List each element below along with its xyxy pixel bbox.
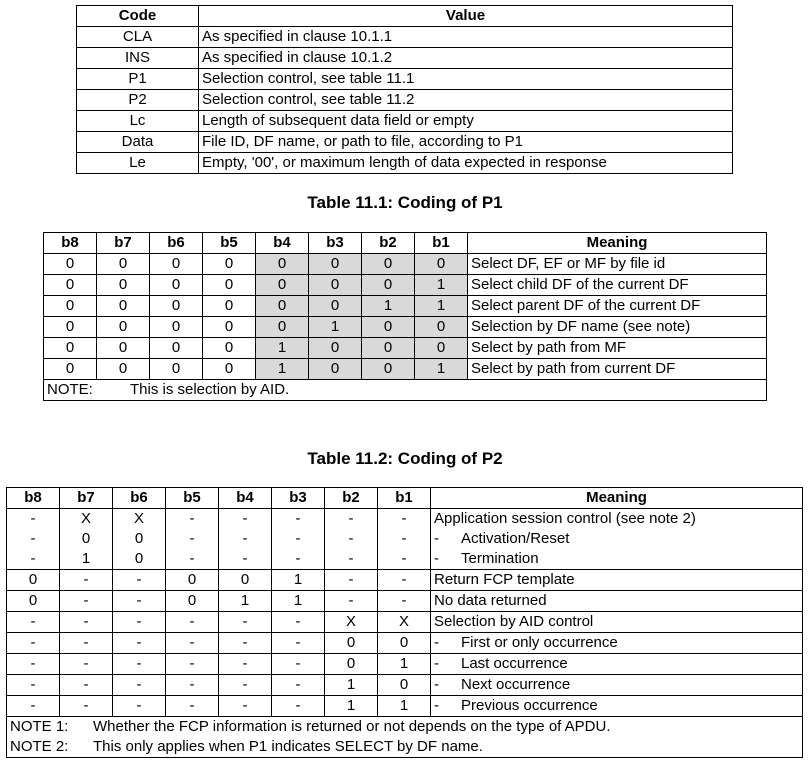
bit-cell: - bbox=[325, 570, 378, 591]
meaning-cell bbox=[431, 654, 803, 675]
bit-cell: 1 bbox=[272, 591, 325, 612]
note-text: This is selection by AID. bbox=[130, 381, 290, 398]
bit-cell: 0 bbox=[150, 338, 203, 359]
note-text: This only applies when P1 indicates SELECT by DF name. bbox=[93, 738, 483, 755]
bit-value: - bbox=[401, 510, 407, 527]
bit-cell: 0 bbox=[44, 254, 97, 275]
bit-value: - bbox=[295, 550, 301, 567]
table-11-2-title: Table 11.2: Coding of P2 bbox=[307, 449, 503, 468]
meaning-cell: Selection by DF name (see note) bbox=[468, 317, 767, 338]
table-row bbox=[77, 132, 733, 153]
bit-cell bbox=[219, 509, 272, 570]
bit-cell: - bbox=[166, 612, 219, 633]
bit-cell: - bbox=[272, 633, 325, 654]
bit-cell: - bbox=[166, 654, 219, 675]
table-row bbox=[7, 612, 803, 633]
bit-cell: 1 bbox=[325, 675, 378, 696]
dash-marker: - bbox=[434, 697, 439, 714]
code-cell: Lc bbox=[77, 111, 199, 132]
column-header-meaning: Meaning bbox=[431, 488, 803, 509]
bit-cell: 0 bbox=[203, 296, 256, 317]
bit-cell: 0 bbox=[97, 317, 150, 338]
code-cell: CLA bbox=[77, 27, 199, 48]
column-header-b1: b1 bbox=[415, 233, 468, 254]
bit-cell: - bbox=[7, 654, 60, 675]
column-header-b1: b1 bbox=[378, 488, 431, 509]
bit-cell: - bbox=[166, 675, 219, 696]
bit-value: 0 bbox=[134, 530, 144, 547]
bit-cell: 0 bbox=[44, 338, 97, 359]
bit-cell: 1 bbox=[362, 296, 415, 317]
bit-value: - bbox=[189, 530, 195, 547]
table-row bbox=[7, 591, 803, 612]
code-cell: P2 bbox=[77, 90, 199, 111]
p1-coding-table bbox=[43, 232, 767, 401]
bit-cell: 0 bbox=[150, 275, 203, 296]
table-row bbox=[7, 675, 803, 696]
bit-cell: 1 bbox=[415, 296, 468, 317]
note-row bbox=[7, 717, 803, 738]
column-header-b8: b8 bbox=[7, 488, 60, 509]
table-header-row bbox=[7, 488, 803, 509]
meaning-text: Termination bbox=[461, 550, 539, 567]
bit-value: - bbox=[348, 550, 354, 567]
bit-value: - bbox=[295, 510, 301, 527]
command-parameters-table bbox=[76, 5, 733, 174]
column-header-b4: b4 bbox=[219, 488, 272, 509]
bit-cell: 0 bbox=[362, 254, 415, 275]
note-text: Whether the FCP information is returned or not depends on the type of APDU. bbox=[93, 718, 611, 735]
table-row bbox=[77, 69, 733, 90]
bit-cell: 1 bbox=[325, 696, 378, 717]
bit-cell: 0 bbox=[44, 296, 97, 317]
bit-cell: 0 bbox=[378, 633, 431, 654]
bit-cell: 0 bbox=[44, 359, 97, 380]
bit-cell: 0 bbox=[150, 296, 203, 317]
meaning-text: First or only occurrence bbox=[461, 634, 618, 651]
bit-cell: 0 bbox=[415, 317, 468, 338]
bit-value: - bbox=[348, 510, 354, 527]
bit-cell: 0 bbox=[415, 254, 468, 275]
bit-cell: 1 bbox=[272, 570, 325, 591]
note-cell bbox=[44, 380, 767, 401]
table-row bbox=[7, 654, 803, 675]
bit-cell: 0 bbox=[325, 654, 378, 675]
column-header-b7: b7 bbox=[97, 233, 150, 254]
bit-value: - bbox=[242, 510, 248, 527]
table-row bbox=[44, 317, 767, 338]
bit-cell: - bbox=[7, 696, 60, 717]
bit-cell: - bbox=[7, 612, 60, 633]
meaning-cell bbox=[431, 591, 803, 612]
bit-cell: - bbox=[113, 654, 166, 675]
dash-marker: - bbox=[434, 634, 439, 651]
table-header-row bbox=[44, 233, 767, 254]
bit-cell: 0 bbox=[150, 254, 203, 275]
bit-cell: - bbox=[60, 591, 113, 612]
column-header-value: Value bbox=[199, 6, 733, 27]
bit-cell: X bbox=[325, 612, 378, 633]
dash-marker: - bbox=[434, 655, 439, 672]
column-header-b2: b2 bbox=[362, 233, 415, 254]
bit-cell: 0 bbox=[203, 254, 256, 275]
bit-cell: 0 bbox=[378, 675, 431, 696]
bit-cell: 0 bbox=[97, 338, 150, 359]
bit-cell bbox=[378, 509, 431, 570]
table-row bbox=[44, 296, 767, 317]
meaning-subitem bbox=[434, 529, 802, 549]
bit-cell: - bbox=[113, 570, 166, 591]
table-row bbox=[7, 696, 803, 717]
bit-cell: 0 bbox=[166, 591, 219, 612]
bit-cell: - bbox=[219, 675, 272, 696]
meaning-cell bbox=[431, 612, 803, 633]
value-cell: Empty, '00', or maximum length of data expected in response bbox=[199, 153, 733, 174]
bit-cell: 0 bbox=[309, 338, 362, 359]
bit-cell: 1 bbox=[415, 359, 468, 380]
meaning-cell bbox=[431, 570, 803, 591]
meaning-text: Activation/Reset bbox=[461, 530, 570, 547]
column-header-b6: b6 bbox=[150, 233, 203, 254]
meaning-text: Next occurrence bbox=[461, 676, 571, 693]
bit-cell: 1 bbox=[256, 359, 309, 380]
value-cell: As specified in clause 10.1.1 bbox=[199, 27, 733, 48]
bit-value: - bbox=[348, 530, 354, 547]
bit-cell: 0 bbox=[362, 275, 415, 296]
bit-cell: - bbox=[113, 612, 166, 633]
meaning-cell: Select parent DF of the current DF bbox=[468, 296, 767, 317]
bit-value: - bbox=[30, 510, 36, 527]
note-row bbox=[44, 380, 767, 401]
bit-cell: 0 bbox=[203, 317, 256, 338]
bit-cell: 0 bbox=[203, 275, 256, 296]
value-cell: Selection control, see table 11.1 bbox=[199, 69, 733, 90]
bit-cell: 0 bbox=[97, 296, 150, 317]
column-header-b4: b4 bbox=[256, 233, 309, 254]
bit-cell: - bbox=[60, 612, 113, 633]
meaning-cell bbox=[431, 675, 803, 696]
table-row bbox=[7, 509, 803, 570]
table-row bbox=[44, 254, 767, 275]
bit-value: X bbox=[133, 510, 144, 527]
bit-cell: 0 bbox=[256, 296, 309, 317]
column-header-code: Code bbox=[77, 6, 199, 27]
table-row bbox=[44, 359, 767, 380]
meaning-cell: Select DF, EF or MF by file id bbox=[468, 254, 767, 275]
bit-cell: 0 bbox=[166, 570, 219, 591]
bit-cell: 0 bbox=[97, 275, 150, 296]
bit-cell: 0 bbox=[203, 359, 256, 380]
meaning-cell bbox=[431, 696, 803, 717]
bit-cell: - bbox=[60, 570, 113, 591]
bit-cell: 0 bbox=[325, 633, 378, 654]
bit-cell: 0 bbox=[44, 317, 97, 338]
bit-cell: 0 bbox=[97, 359, 150, 380]
bit-cell: 1 bbox=[378, 654, 431, 675]
meaning-text: Previous occurrence bbox=[461, 697, 598, 714]
bit-value: - bbox=[242, 550, 248, 567]
dash-marker: - bbox=[434, 676, 439, 693]
meaning-text: No data returned bbox=[434, 592, 547, 609]
bit-cell: - bbox=[60, 675, 113, 696]
bit-value: 1 bbox=[81, 550, 91, 567]
bit-value: 0 bbox=[81, 530, 91, 547]
column-header-b3: b3 bbox=[272, 488, 325, 509]
bit-cell: - bbox=[113, 633, 166, 654]
column-header-b3: b3 bbox=[309, 233, 362, 254]
bit-cell: - bbox=[378, 591, 431, 612]
bit-cell: - bbox=[113, 591, 166, 612]
bit-cell: - bbox=[7, 675, 60, 696]
meaning-cell: Select child DF of the current DF bbox=[468, 275, 767, 296]
bit-value: - bbox=[30, 550, 36, 567]
code-cell: P1 bbox=[77, 69, 199, 90]
bit-cell: 0 bbox=[203, 338, 256, 359]
meaning-cell bbox=[431, 509, 803, 570]
bit-cell bbox=[113, 509, 166, 570]
column-header-b5: b5 bbox=[203, 233, 256, 254]
value-cell: Length of subsequent data field or empty bbox=[199, 111, 733, 132]
bit-cell: 0 bbox=[309, 275, 362, 296]
note-label: NOTE: bbox=[47, 381, 93, 398]
bit-value: - bbox=[242, 530, 248, 547]
table-row bbox=[77, 111, 733, 132]
column-header-b5: b5 bbox=[166, 488, 219, 509]
bit-cell: - bbox=[219, 654, 272, 675]
bit-cell: 0 bbox=[362, 338, 415, 359]
bit-cell: 1 bbox=[309, 317, 362, 338]
table-11-1-title: Table 11.1: Coding of P1 bbox=[307, 193, 503, 212]
table-row bbox=[77, 48, 733, 69]
table-header-row bbox=[77, 6, 733, 27]
bit-value: - bbox=[295, 530, 301, 547]
dash-marker: - bbox=[434, 550, 439, 567]
table-row bbox=[77, 90, 733, 111]
bit-cell: 0 bbox=[256, 254, 309, 275]
column-header-b8: b8 bbox=[44, 233, 97, 254]
bit-cell: 0 bbox=[150, 317, 203, 338]
meaning-cell: Select by path from MF bbox=[468, 338, 767, 359]
bit-cell: 1 bbox=[415, 275, 468, 296]
bit-cell: - bbox=[7, 633, 60, 654]
bit-cell: - bbox=[272, 696, 325, 717]
meaning-text: Last occurrence bbox=[461, 655, 568, 672]
bit-cell: 0 bbox=[309, 359, 362, 380]
table-row bbox=[44, 338, 767, 359]
meaning-subitem bbox=[434, 549, 802, 569]
bit-cell bbox=[60, 509, 113, 570]
bit-cell: 0 bbox=[44, 275, 97, 296]
bit-cell bbox=[272, 509, 325, 570]
note-cell bbox=[7, 717, 803, 738]
note-label: NOTE 2: bbox=[10, 738, 69, 755]
bit-value: - bbox=[189, 510, 195, 527]
meaning-cell: Select by path from current DF bbox=[468, 359, 767, 380]
bit-cell: - bbox=[166, 633, 219, 654]
bit-value: 0 bbox=[134, 550, 144, 567]
note-cell bbox=[7, 737, 803, 758]
table-row bbox=[44, 275, 767, 296]
bit-cell: - bbox=[378, 570, 431, 591]
column-header-b2: b2 bbox=[325, 488, 378, 509]
bit-cell: - bbox=[272, 654, 325, 675]
bit-cell: - bbox=[166, 696, 219, 717]
meaning-text: Return FCP template bbox=[434, 571, 575, 588]
bit-cell: - bbox=[272, 612, 325, 633]
bit-cell: 0 bbox=[97, 254, 150, 275]
bit-cell: 0 bbox=[362, 359, 415, 380]
bit-cell: 0 bbox=[219, 570, 272, 591]
bit-cell: - bbox=[113, 675, 166, 696]
table-row bbox=[77, 27, 733, 48]
bit-cell: 1 bbox=[378, 696, 431, 717]
bit-value: - bbox=[189, 550, 195, 567]
bit-cell: 0 bbox=[309, 296, 362, 317]
value-cell: File ID, DF name, or path to file, according to P1 bbox=[199, 132, 733, 153]
column-header-b7: b7 bbox=[60, 488, 113, 509]
column-header-b6: b6 bbox=[113, 488, 166, 509]
bit-cell: - bbox=[113, 696, 166, 717]
bit-cell: 0 bbox=[150, 359, 203, 380]
bit-cell: - bbox=[272, 675, 325, 696]
meaning-cell bbox=[431, 633, 803, 654]
bit-cell: 0 bbox=[7, 570, 60, 591]
bit-cell: X bbox=[378, 612, 431, 633]
bit-cell: - bbox=[60, 654, 113, 675]
column-header-meaning: Meaning bbox=[468, 233, 767, 254]
dash-marker: - bbox=[434, 530, 439, 547]
meaning-text: Application session control (see note 2) bbox=[434, 510, 696, 527]
value-cell: As specified in clause 10.1.2 bbox=[199, 48, 733, 69]
code-cell: Le bbox=[77, 153, 199, 174]
value-cell: Selection control, see table 11.2 bbox=[199, 90, 733, 111]
bit-value: - bbox=[401, 530, 407, 547]
bit-cell: 1 bbox=[219, 591, 272, 612]
note-label: NOTE 1: bbox=[10, 718, 69, 735]
p2-coding-table bbox=[6, 487, 803, 758]
bit-cell: - bbox=[219, 696, 272, 717]
note-row bbox=[7, 737, 803, 758]
bit-cell bbox=[7, 509, 60, 570]
meaning-text: Selection by AID control bbox=[434, 613, 594, 630]
bit-value: - bbox=[30, 530, 36, 547]
bit-value: X bbox=[80, 510, 91, 527]
bit-cell bbox=[325, 509, 378, 570]
bit-cell: - bbox=[60, 696, 113, 717]
bit-cell: 1 bbox=[256, 338, 309, 359]
bit-cell: - bbox=[60, 633, 113, 654]
table-row bbox=[7, 633, 803, 654]
bit-cell: - bbox=[325, 591, 378, 612]
code-cell: INS bbox=[77, 48, 199, 69]
bit-cell: 0 bbox=[415, 338, 468, 359]
bit-cell: 0 bbox=[309, 254, 362, 275]
bit-cell: - bbox=[219, 633, 272, 654]
table-row bbox=[7, 570, 803, 591]
bit-cell: - bbox=[219, 612, 272, 633]
table-row bbox=[77, 153, 733, 174]
code-cell: Data bbox=[77, 132, 199, 153]
bit-cell: 0 bbox=[256, 275, 309, 296]
bit-cell: 0 bbox=[256, 317, 309, 338]
bit-cell: 0 bbox=[7, 591, 60, 612]
bit-cell bbox=[166, 509, 219, 570]
bit-cell: 0 bbox=[362, 317, 415, 338]
bit-value: - bbox=[401, 550, 407, 567]
